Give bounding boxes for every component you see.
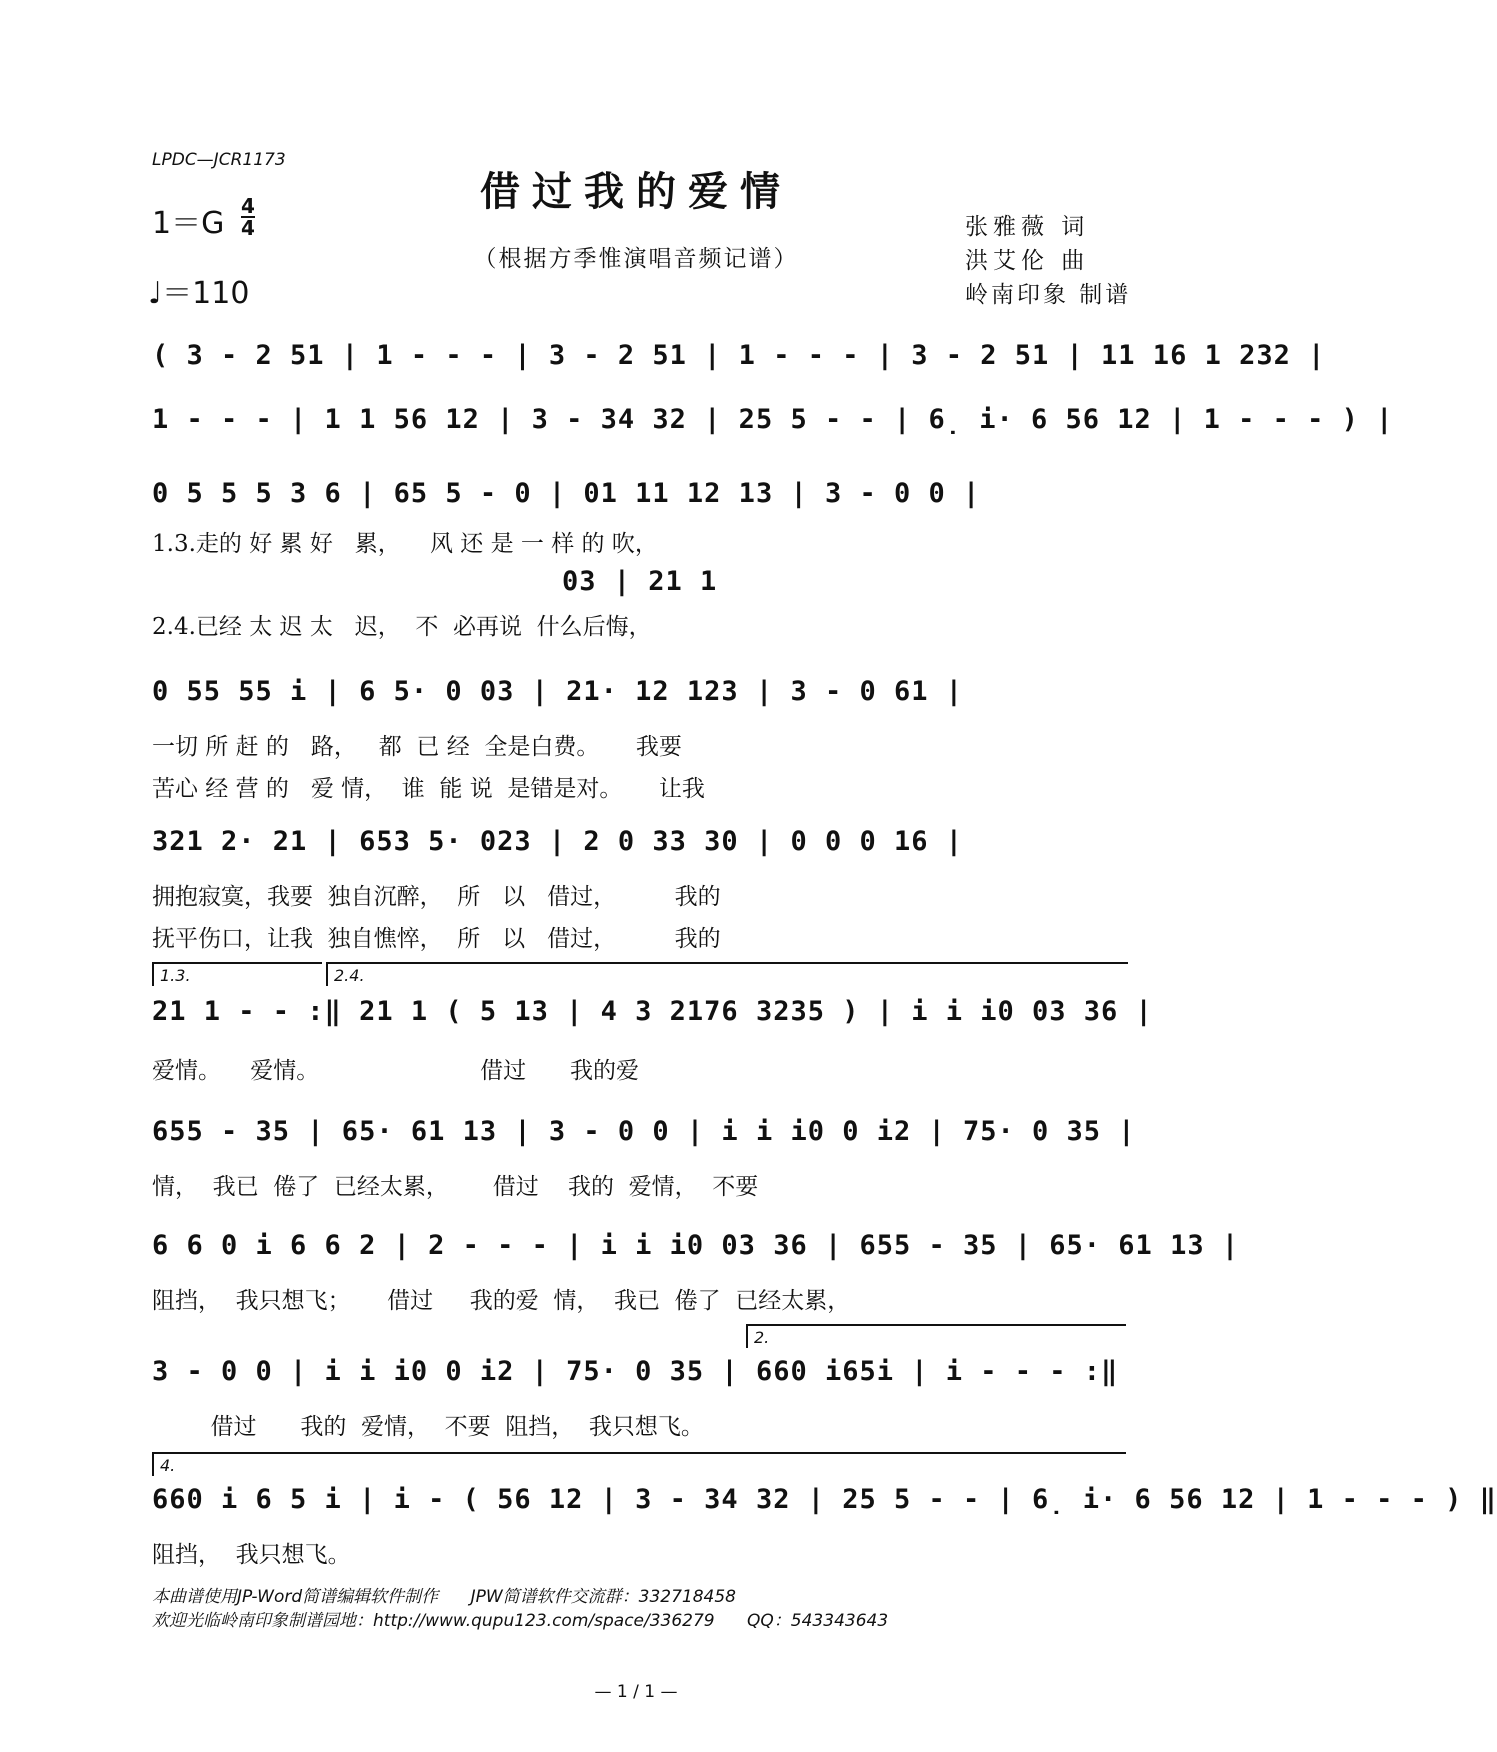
volta-bracket-1-3 <box>152 962 322 986</box>
lyric-line-5-2: 抚平伤口，让我 独自憔悴， 所 以 借过， 我的 <box>152 926 721 952</box>
volta-bracket-4 <box>152 1452 1126 1476</box>
lyric-line-3-1: 1.3.走的 好 累 好 累， 风 还 是 一 样 的 吹， <box>152 531 658 557</box>
footer-software-note: 本曲谱使用JP-Word简谱编辑软件制作 JPW简谱软件交流群：332718458 <box>152 1587 737 1607</box>
volta-label: 1.3. <box>160 966 191 985</box>
score-code: LPDC—JCR1173 <box>152 150 286 170</box>
volta-bracket-2 <box>746 1324 1126 1348</box>
footer-website-note: 欢迎光临岭南印象制谱园地：http://www.qupu123.com/space/336279 QQ：543343643 <box>152 1611 889 1631</box>
lyric-line-4-1: 一切 所 赶 的 路， 都 已 经 全是白费。 我要 <box>152 734 682 760</box>
lyricist-credit: 张雅薇 词 <box>965 214 1090 240</box>
key-signature: 1＝G <box>152 206 225 241</box>
volta-label: 4. <box>160 1456 176 1475</box>
score-line-6: 21 1 - - :‖ 21 1 ( 5 13 | 4 3 2176 3235 ) | i i i0 03 36 | <box>152 996 1153 1027</box>
time-signature-numerator: 4 <box>241 194 255 218</box>
score-line-7: 655 - 35 | 65· 61 13 | 3 - 0 0 | i i i0 0 i2 | 75· 0 35 | <box>152 1116 1136 1147</box>
volta-label: 2.4. <box>334 966 365 985</box>
score-line-10: 660 i 6 5 i | i - ( 56 12 | 3 - 34 32 | 25 5 - - | 6̣ i· 6 56 12 | 1 - - - ) ‖ <box>152 1484 1497 1515</box>
volta-label: 2. <box>754 1328 770 1347</box>
time-signature <box>241 196 255 238</box>
lyric-line-8: 阻挡， 我只想飞； 借过 我的爱 情， 我已 倦了 已经太累， <box>152 1288 851 1314</box>
score-line-9: 3 - 0 0 | i i i0 0 i2 | 75· 0 35 | 660 i65i | i - - - :‖ <box>152 1356 1119 1387</box>
song-subtitle: （根据方季惟演唱音频记谱） <box>473 246 799 272</box>
page-number: — 1 / 1 — <box>594 1682 678 1702</box>
lyric-line-5-1: 拥抱寂寞，我要 独自沉醉， 所 以 借过， 我的 <box>152 884 721 910</box>
composer-credit: 洪艾伦 曲 <box>965 248 1090 274</box>
score-line-2: 1 - - - | 1 1 56 12 | 3 - 34 32 | 25 5 - - | 6̣ i· 6 56 12 | 1 - - - ) | <box>152 404 1394 435</box>
song-title: 借过我的爱情 <box>480 168 792 215</box>
lyric-line-4-2: 苦心 经 营 的 爱 情， 谁 能 说 是错是对。 让我 <box>152 776 705 802</box>
score-line-3: 0 5 5 5 3 6 | 65 5 - 0 | 01 11 12 13 | 3 - 0 0 | <box>152 478 981 509</box>
lyric-line-9: 借过 我的 爱情， 不要 阻挡， 我只想飞。 <box>152 1414 704 1440</box>
lyric-line-3-2: 2.4.已经 太 迟 太 迟， 不 必再说 什么后悔， <box>152 614 652 640</box>
score-line-1: ( 3 - 2 51 | 1 - - - | 3 - 2 51 | 1 - - - | 3 - 2 51 | 11 16 1 232 | <box>152 340 1326 371</box>
score-line-5: 321 2· 21 | 653 5· 023 | 2 0 33 30 | 0 0 0 16 | <box>152 826 964 857</box>
score-line-4: 0 55 55 i | 6 5· 0 03 | 21· 12 123 | 3 - 0 61 | <box>152 676 964 707</box>
score-line-8: 6 6 0 i 6 6 2 | 2 - - - | i i i0 03 36 | 655 - 35 | 65· 61 13 | <box>152 1230 1240 1261</box>
score-line-3-alt: 03 | 21 1 <box>562 566 718 597</box>
lyric-line-6: 爱情。 爱情。 借过 我的爱 <box>152 1058 639 1084</box>
tempo-marking: ♩＝110 <box>148 276 250 311</box>
arranger-credit: 岭南印象 制谱 <box>965 282 1132 308</box>
volta-bracket-2-4 <box>326 962 1128 986</box>
lyric-line-10: 阻挡， 我只想飞。 <box>152 1542 351 1568</box>
time-signature-denominator: 4 <box>241 216 255 240</box>
lyric-line-7: 情， 我已 倦了 已经太累， 借过 我的 爱情， 不要 <box>152 1174 759 1200</box>
